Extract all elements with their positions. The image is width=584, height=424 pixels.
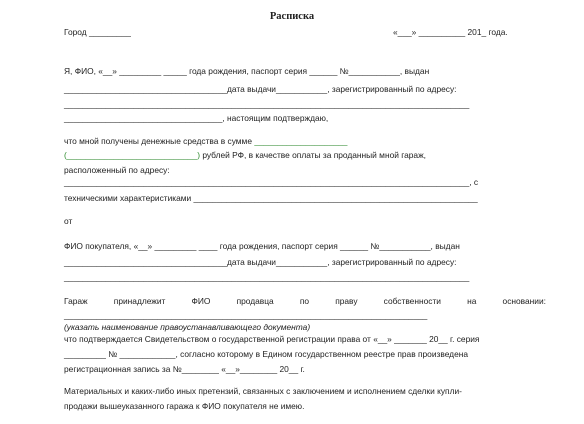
buyer-address-line: _______________________________________________________________________________________ [64,272,470,282]
seller-line-2: ___________________________________дата выдачи___________, зарегистрированный по адресу: [64,84,457,94]
payment-text: рублей РФ, в качестве оплаты за проданный мной гараж, [200,150,427,160]
registration-record-line: регистрационная запись за №________ «__»________ 20__ г. [64,364,305,374]
seller-line-1: Я, ФИО, «__» _________ _____ года рождения, паспорт серия ______ №___________, выдан [64,66,430,76]
city-line: Город _________ [64,27,131,37]
tech-specs-line: техническими характеристиками _____________________________________________________________ [64,193,478,203]
amount-line [64,136,347,146]
buyer-line-2: ___________________________________дата выдачи___________, зарегистрированный по адресу: [64,257,457,267]
seller-confirm-line: __________________________________, настоящим подтверждаю, [64,113,329,123]
amount-words-line [64,150,426,160]
amount-blank: ____________________ [254,136,348,146]
location-label: расположенный по адресу: [64,165,170,175]
date-line: «___» __________ 201_ года. [393,27,508,37]
buyer-line-1: ФИО покупателя, «__» _________ ____ года рождения, паспорт серия ______ №___________, выдан [64,241,460,251]
registry-line: _________ № ____________, согласно которому в Едином государственном реестре прав произведена [64,349,469,359]
ownership-line: Гараж принадлежит ФИО продавца по праву собственности на основании: [64,296,546,306]
no-claims-line-2: продажи вышеуказанного гаража к ФИО покупателя не имею. [64,401,305,411]
document-hint: (указать наименование правоустанавливающего документа) [64,322,311,332]
document-title: Расписка [269,11,315,22]
seller-address-line: _______________________________________________________________________________________ [64,99,470,109]
certificate-line: что подтверждается Свидетельством о государственной регистрации права от «__» _______ 20__ г. серия [64,334,480,344]
amount-words-blank: (____________________________) [64,150,200,160]
garage-address-line: _______________________________________________________________________________________, с [64,177,479,187]
no-claims-line-1: Материальных и каких-либо иных претензий, связанных с заключением и исполнением сделки купли- [64,386,462,396]
document-blank-line: ______________________________________________________________________________ [64,310,428,320]
amount-text: что мной получены денежные средства в сумме [64,136,255,146]
from-label: от [64,216,73,226]
